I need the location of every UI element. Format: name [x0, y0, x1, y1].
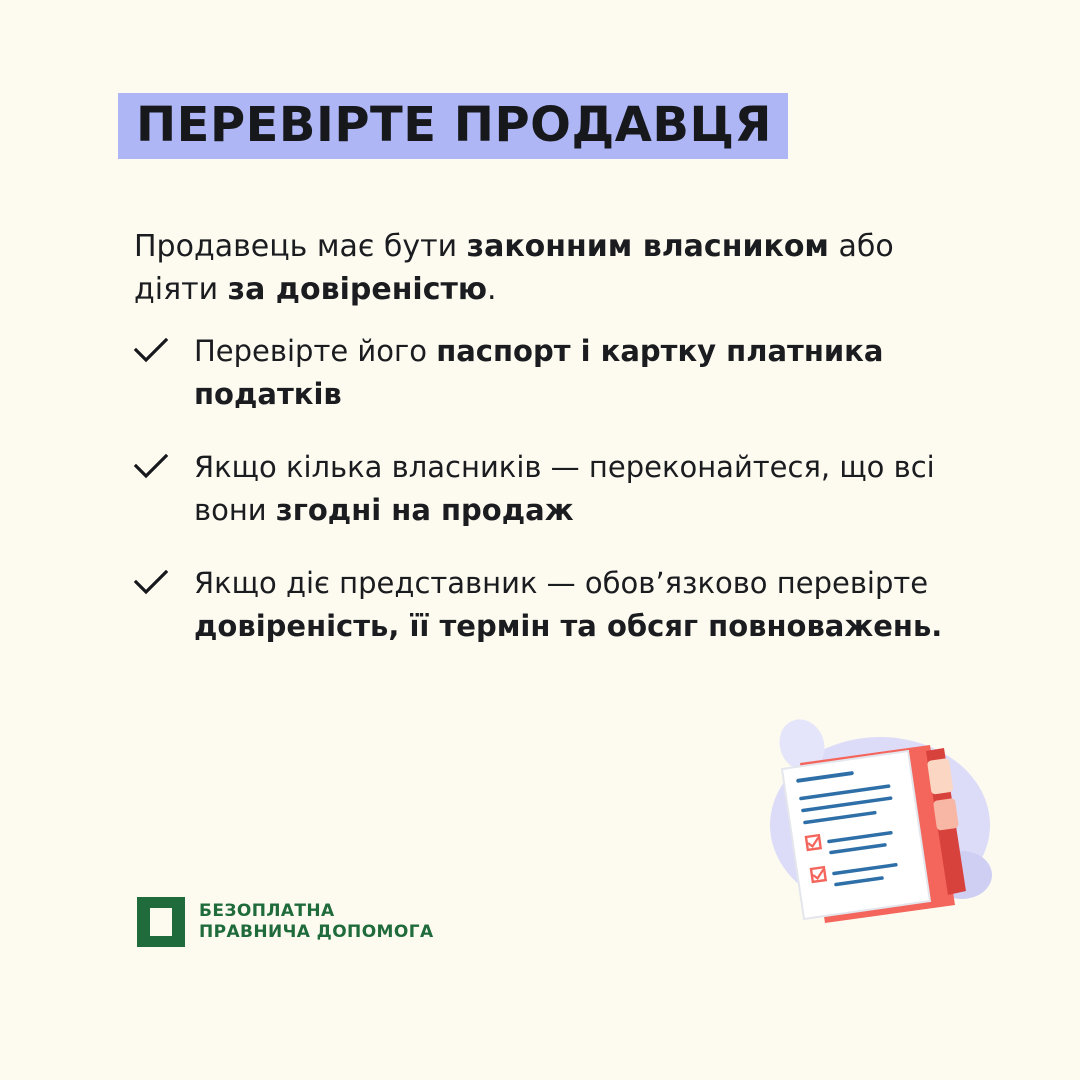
list-item: [134, 446, 954, 532]
checklist: [134, 330, 954, 677]
list-item-text: [172, 446, 954, 532]
title-highlight: [118, 93, 788, 159]
list-item-part-1: Перевірте його: [194, 334, 437, 368]
intro-bold-2: за довіреністю: [227, 271, 488, 307]
intro-part-3: .: [487, 271, 497, 307]
list-item-text: [172, 330, 954, 416]
list-item-bold-1: згодні на продаж: [275, 492, 574, 527]
check-icon: [134, 338, 172, 364]
intro-paragraph: [134, 226, 934, 311]
intro-bold-1: законним власником: [466, 229, 829, 264]
bracket-logo-icon: [137, 897, 185, 947]
list-item: [134, 330, 954, 416]
list-item: [134, 562, 954, 648]
list-item-text: [172, 562, 954, 648]
page-title: [118, 93, 788, 159]
list-item-part-1: Якщо діє представник — обов’язково перевірте: [194, 565, 929, 600]
logo-text: [199, 901, 434, 944]
logo: [137, 897, 434, 947]
check-icon: [134, 454, 172, 480]
logo-line-1: БЕЗОПЛАТНА: [199, 900, 335, 921]
logo-line-2: ПРАВНИЧА ДОПОМОГА: [199, 922, 434, 942]
list-item-part-1: Якщо кілька власників — переконайтеся, що всі вони: [194, 449, 935, 527]
intro-part-1: Продавець має бути: [134, 229, 467, 264]
check-icon: [134, 570, 172, 596]
list-item-bold-1: паспорт і картку платника податків: [194, 334, 884, 411]
documents-folder-illustration: [730, 705, 1000, 945]
intro-part-2: або діяти: [134, 229, 894, 307]
title-text: ПЕРЕВІРТЕ ПРОДАВЦЯ: [136, 97, 772, 153]
list-item-bold-1: довіреність, її термін та обсяг повноважень.: [194, 608, 943, 643]
